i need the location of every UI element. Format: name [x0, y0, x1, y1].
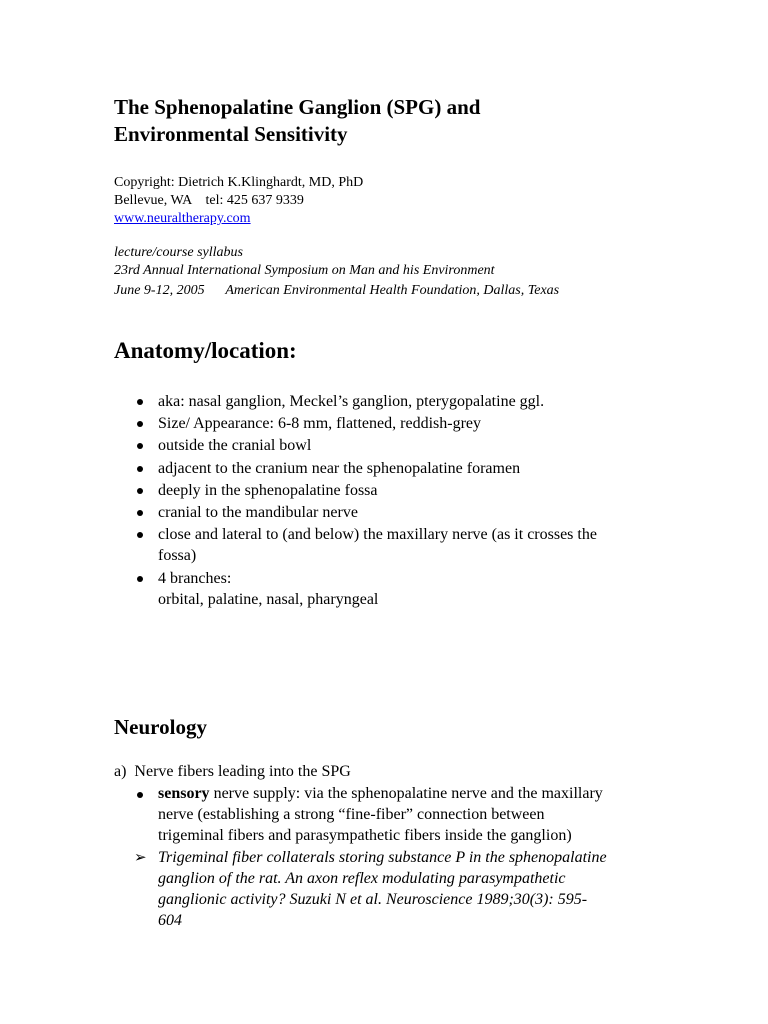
bullet-icon — [137, 792, 143, 798]
bullet-icon — [137, 488, 143, 494]
list-item-continuation: fossa) — [158, 547, 197, 564]
website-link[interactable]: www.neuraltherapy.com — [114, 211, 251, 226]
list-item: outside the cranial bowl — [158, 437, 312, 454]
sensory-label: sensory — [158, 785, 210, 802]
list-item: aka: nasal ganglion, Meckel’s ganglion, pterygopalatine ggl. — [158, 393, 545, 410]
arrow-bullet-icon: ➢ — [134, 850, 147, 866]
reference-line3: ganglionic activity? Suzuki N et al. Neuroscience 1989;30(3): 595- — [158, 891, 588, 908]
reference-line1: Trigeminal fiber collaterals storing substance P in the sphenopalatine — [158, 849, 607, 866]
neurology-heading: Neurology — [114, 715, 207, 739]
list-item: deeply in the sphenopalatine fossa — [158, 482, 378, 499]
bullet-icon — [137, 399, 143, 405]
list-item: adjacent to the cranium near the sphenopalatine foramen — [158, 460, 521, 477]
list-item: close and lateral to (and below) the maxillary nerve (as it crosses the — [158, 526, 597, 543]
symposium-line: 23rd Annual International Symposium on Man and his Environment — [114, 263, 495, 278]
bullet-icon — [137, 466, 143, 472]
sensory-line3: trigeminal fibers and parasympathetic fibers inside the ganglion) — [158, 827, 572, 844]
reference-line2: ganglion of the rat. An axon reflex modulating parasympathetic — [158, 870, 566, 887]
document-title-line1: The Sphenopalatine Ganglion (SPG) and — [114, 95, 481, 119]
copyright-line: Copyright: Dietrich K.Klinghardt, MD, PhD — [114, 175, 364, 190]
sensory-line2: nerve (establishing a strong “fine-fiber” connection between — [158, 806, 545, 823]
bullet-icon — [137, 421, 143, 427]
dates-location-line: June 9-12, 2005 American Environmental Health Foundation, Dallas, Texas — [114, 283, 560, 298]
list-item: 4 branches: — [158, 570, 232, 587]
syllabus-line: lecture/course syllabus — [114, 245, 243, 260]
sensory-text: nerve supply: via the sphenopalatine nerve and the maxillary — [209, 785, 603, 802]
anatomy-heading: Anatomy/location: — [114, 338, 297, 363]
neurology-subheading: a) Nerve fibers leading into the SPG — [114, 763, 351, 780]
bullet-icon — [137, 510, 143, 516]
address-line: Bellevue, WA tel: 425 637 9339 — [114, 193, 304, 208]
list-item: Size/ Appearance: 6-8 mm, flattened, reddish-grey — [158, 415, 481, 432]
document-title-line2: Environmental Sensitivity — [114, 122, 348, 146]
bullet-icon — [137, 443, 143, 449]
reference-line4: 604 — [158, 912, 182, 929]
bullet-icon — [137, 532, 143, 538]
list-item: cranial to the mandibular nerve — [158, 504, 358, 521]
bullet-icon — [137, 576, 143, 582]
list-item-continuation: orbital, palatine, nasal, pharyngeal — [158, 591, 379, 608]
sensory-line1 — [158, 783, 603, 805]
